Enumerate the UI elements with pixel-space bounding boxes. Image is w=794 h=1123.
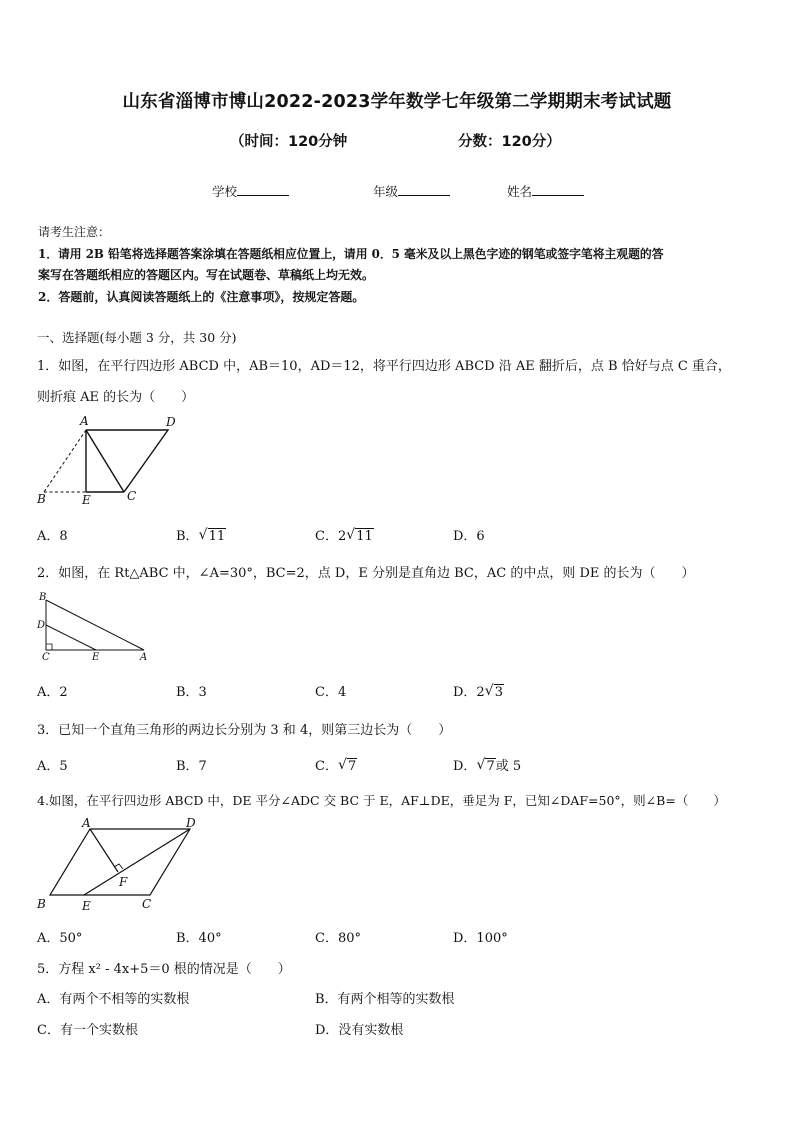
q3-option-b: B．7 (176, 759, 207, 774)
q3-option-c: C． √ 7 (315, 757, 357, 774)
name-label: 姓名 (507, 184, 533, 199)
q4-option-b: B．40° (176, 931, 222, 946)
exam-title: 山东省淄博市博山2022-2023学年数学七年级第二学期期末考试试题 (122, 92, 672, 112)
q5-option-b: B．有两个相等的实数根 (315, 992, 455, 1007)
q2-label-d: D (37, 620, 46, 631)
q1-stem: 1．如图，在平行四边形 ABCD 中，AB＝10，AD＝12，将平行四边形 ABCD 沿 AE 翻折后，点 B 恰好与点 C 重合， (37, 359, 731, 374)
q2-label-a: A (140, 652, 148, 663)
q4-stem: 4.如图，在平行四边形 ABCD 中，DE 平分∠ADC 交 BC 于 E，AF⊥DE，垂足为 F，已知∠DAF=50°，则∠B=（ ） (37, 793, 726, 808)
q4-label-f: F (119, 875, 128, 889)
note-line-1: 1．请用 2B 铅笔将选择题答案涂填在答题纸相应位置上，请用 0．5 毫米及以上黑色字迹的钢笔或签字笔将主观题的答 (38, 247, 664, 261)
name-field (507, 182, 584, 200)
school-label: 学校 (212, 184, 238, 199)
q2-option-b: B．3 (176, 685, 207, 700)
q2-stem: 2．如图，在 Rt△ABC 中，∠A=30°，BC=2，点 D，E 分别是直角边 BC，AC 的中点，则 DE 的长为（ ） (37, 566, 695, 581)
q2-label-c: C (42, 652, 50, 663)
q2-option-a: A．2 (37, 685, 68, 700)
q1-stem-2: 则折痕 AE 的长为（ ） (37, 390, 195, 405)
q1-figure (30, 410, 190, 510)
q1-option-b: B． √ 11 (176, 527, 226, 544)
q4-figure (34, 815, 209, 915)
q4-label-e: E (82, 899, 91, 913)
note-line-1b: 案写在答题纸相应的答题区内。写在试题卷、草稿纸上均无效。 (38, 268, 375, 282)
q2-option-c: C．4 (315, 685, 347, 700)
q1-label-d: D (166, 415, 176, 429)
exam-time: （时间：120分钟 (230, 134, 348, 150)
q1-label-b: B (37, 492, 46, 506)
q1-option-d: D．6 (453, 529, 485, 544)
q5-stem: 5．方程 x² - 4x+5＝0 根的情况是（ ） (37, 962, 291, 977)
q1-label-e: E (82, 493, 91, 507)
q2-label-b: B (39, 592, 47, 603)
q4-label-c: C (142, 897, 152, 911)
q2-option-d: D．2 √ 3 (453, 683, 503, 700)
q5-option-a: A．有两个不相等的实数根 (37, 992, 190, 1007)
q1-option-c: C．2 √ 11 (315, 527, 373, 544)
q1-label-a: A (80, 414, 89, 428)
q1-option-a: A．8 (37, 529, 68, 544)
q3-stem: 3．已知一个直角三角形的两边长分别为 3 和 4，则第三边长为（ ） (37, 723, 452, 738)
school-blank (237, 183, 289, 196)
q5-option-d: D．没有实数根 (315, 1023, 404, 1038)
grade-blank (398, 183, 450, 196)
q4-label-a: A (82, 816, 91, 830)
section-heading: 一、选择题(每小题 3 分，共 30 分) (37, 330, 237, 345)
q4-option-c: C．80° (315, 931, 361, 946)
q2-figure (34, 590, 164, 665)
q3-option-d: D． √ 7或 5 (453, 757, 522, 774)
exam-score: 分数：120分） (458, 134, 561, 150)
q4-label-d: D (186, 816, 196, 830)
q5-option-c: C．有一个实数根 (37, 1023, 138, 1038)
q3-option-a: A．5 (37, 759, 68, 774)
q4-label-b: B (37, 897, 46, 911)
note-line-2: 2．答题前，认真阅读答题纸上的《注意事项》，按规定答题。 (38, 290, 365, 304)
grade-label: 年级 (373, 184, 399, 199)
q4-option-a: A．50° (37, 931, 83, 946)
notes-heading: 请考生注意： (38, 225, 111, 239)
grade-field (373, 182, 450, 200)
name-blank (532, 183, 584, 196)
q4-option-d: D．100° (453, 931, 508, 946)
q2-label-e: E (92, 652, 100, 663)
school-field (212, 182, 289, 200)
q1-label-c: C (127, 489, 137, 503)
